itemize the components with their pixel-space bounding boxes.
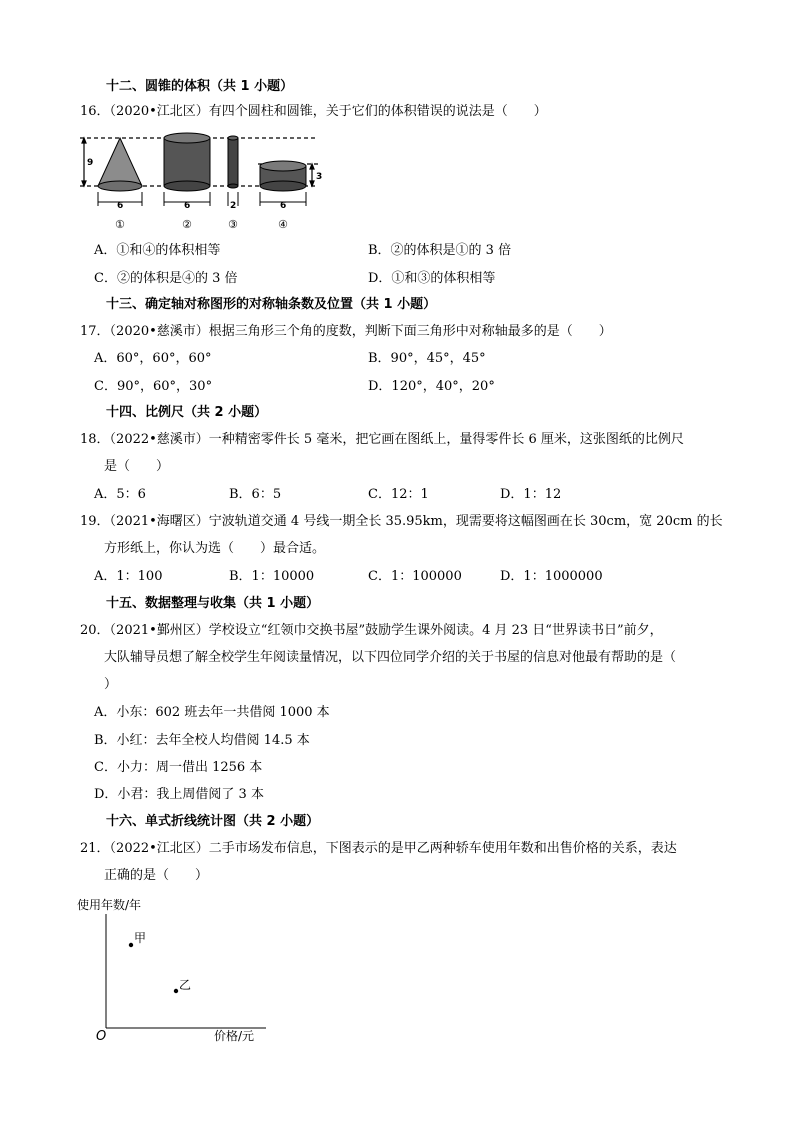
- cylinder-4-shape: [260, 161, 306, 191]
- section-heading-12: 十二、圆锥的体积（共 1 小题）: [106, 79, 294, 94]
- graph-y-axis-label: 使用年数/年: [77, 898, 142, 912]
- figure-dim-6b: 6: [184, 201, 191, 211]
- q20-option-b[interactable]: B．小红：去年全校人均借阅 14.5 本: [94, 733, 310, 748]
- question-21-graph: [74, 894, 294, 1054]
- figure-dim-6a: 6: [117, 201, 124, 211]
- q16-option-a[interactable]: A．①和④的体积相等: [94, 243, 221, 258]
- figure-dim-6c: 6: [280, 201, 287, 211]
- q17-option-c[interactable]: C．90°，60°，30°: [94, 379, 213, 394]
- cylinder-3-shape: [228, 136, 238, 188]
- question-18-stem-line1: 18．（2022•慈溪市）一种精密零件长 5 毫米，把它画在图纸上，量得零件长 6 厘米，这张图纸的比例尺: [80, 432, 684, 447]
- graph-point-yi: [174, 989, 178, 993]
- q17-option-a[interactable]: A．60°，60°，60°: [94, 351, 212, 366]
- figure-label-2: ②: [182, 218, 192, 231]
- q19-option-d[interactable]: D．1：1000000: [500, 569, 603, 584]
- q19-option-c[interactable]: C．1：100000: [368, 569, 462, 584]
- question-19-stem-line1: 19．（2021•海曙区）宁波轨道交通 4 号线一期全长 35.95km，现需要将这幅图画在长 30cm，宽 20cm 的长: [80, 514, 723, 529]
- q19-option-a[interactable]: A．1：100: [94, 569, 163, 584]
- cone-shape: [98, 138, 142, 191]
- q19-option-b[interactable]: B．1：10000: [229, 569, 315, 584]
- figure-label-4: ④: [278, 218, 288, 231]
- q18-option-a[interactable]: A．5：6: [94, 487, 146, 502]
- q16-option-d[interactable]: D．①和③的体积相等: [368, 271, 496, 286]
- q18-option-c[interactable]: C．12：1: [368, 487, 429, 502]
- q16-option-b[interactable]: B．②的体积是①的 3 倍: [368, 243, 512, 258]
- question-20-stem-line1: 20．（2021•鄞州区）学校设立“红领巾交换书屋”鼓励学生课外阅读。4 月 23 日“世界读书日”前夕，: [80, 623, 663, 638]
- question-16-figure: [78, 130, 338, 234]
- question-21-stem-line1: 21．（2022•江北区）二手市场发布信息，下图表示的是甲乙两种轿车使用年数和出售价格的关系，表达: [80, 841, 677, 856]
- q18-option-b[interactable]: B．6：5: [229, 487, 282, 502]
- question-17-stem: 17．（2020•慈溪市）根据三角形三个角的度数，判断下面三角形中对称轴最多的是（ ）: [80, 324, 612, 339]
- figure-dim-height-4: 3: [316, 172, 323, 182]
- figure-dim-height: 9: [87, 158, 94, 168]
- q17-option-b[interactable]: B．90°，45°，45°: [368, 351, 486, 366]
- question-21-stem-line2: 正确的是（ ）: [104, 868, 209, 883]
- question-20-stem-line2: 大队辅导员想了解全校学生年阅读量情况，以下四位同学介绍的关于书屋的信息对他最有帮助的是（: [104, 650, 677, 665]
- q20-option-a[interactable]: A．小东：602 班去年一共借阅 1000 本: [94, 705, 330, 720]
- q18-option-d[interactable]: D．1：12: [500, 487, 562, 502]
- question-18-stem-line2: 是（ ）: [104, 459, 170, 474]
- question-16-stem: 16．（2020•江北区）有四个圆柱和圆锥，关于它们的体积错误的说法是（ ）: [80, 104, 547, 119]
- graph-point-yi-label: 乙: [179, 978, 192, 992]
- question-20-stem-line3: ）: [104, 677, 118, 692]
- section-heading-15: 十五、数据整理与收集（共 1 小题）: [106, 596, 320, 611]
- figure-dim-2: 2: [230, 201, 237, 211]
- section-heading-13: 十三、确定轴对称图形的对称轴条数及位置（共 1 小题）: [106, 297, 437, 312]
- question-19-stem-line2: 方形纸上，你认为选（ ）最合适。: [104, 541, 326, 556]
- q20-option-c[interactable]: C．小力：周一借出 1256 本: [94, 760, 263, 775]
- figure-label-3: ③: [228, 218, 238, 231]
- section-heading-14: 十四、比例尺（共 2 小题）: [106, 405, 268, 420]
- q16-option-c[interactable]: C．②的体积是④的 3 倍: [94, 271, 238, 286]
- graph-point-jia: [129, 943, 133, 947]
- q17-option-d[interactable]: D．120°，40°，20°: [368, 379, 495, 394]
- section-heading-16: 十六、单式折线统计图（共 2 小题）: [106, 814, 320, 829]
- graph-origin-label: O: [96, 1029, 107, 1044]
- figure-label-1: ①: [115, 218, 125, 231]
- graph-point-jia-label: 甲: [134, 931, 147, 945]
- cylinder-2-shape: [164, 133, 210, 191]
- graph-x-axis-label: 价格/元: [214, 1029, 255, 1043]
- q20-option-d[interactable]: D．小君：我上周借阅了 3 本: [94, 787, 264, 802]
